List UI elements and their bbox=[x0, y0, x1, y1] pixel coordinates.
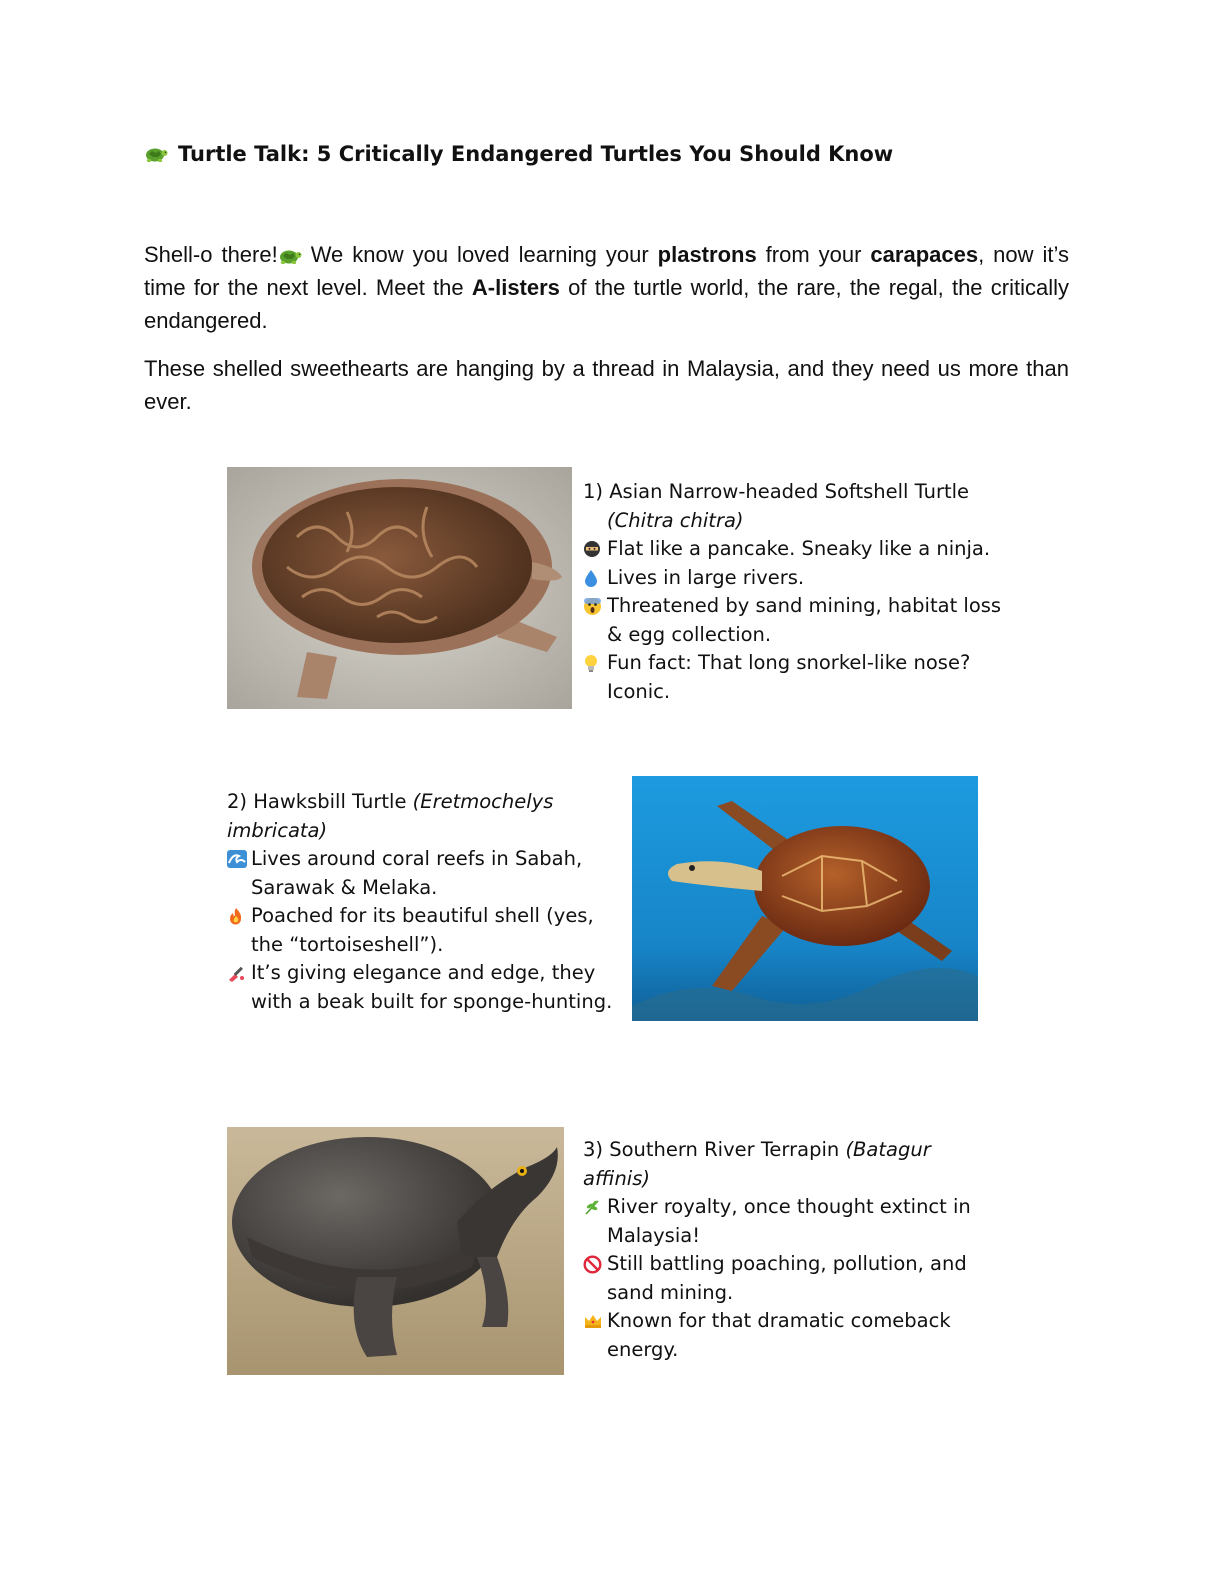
intro-bold-carapaces: carapaces bbox=[870, 242, 979, 267]
fact-row bbox=[583, 1193, 993, 1250]
intro-text: from your bbox=[756, 242, 871, 267]
herb-icon bbox=[583, 1193, 607, 1221]
fact-row bbox=[227, 959, 627, 1016]
fact-text: Lives around coral reefs in Sabah, Sarawak & Melaka. bbox=[251, 847, 583, 899]
turtle-icon bbox=[144, 144, 168, 164]
fire-icon bbox=[227, 902, 251, 930]
fact-row bbox=[583, 592, 1003, 649]
fact-row bbox=[583, 1250, 993, 1307]
crown-icon bbox=[583, 1307, 607, 1335]
turtle-3-scientific-name: (Batagur affinis) bbox=[583, 1138, 931, 1190]
fact-row bbox=[583, 535, 1003, 564]
nail-polish-icon bbox=[227, 959, 251, 987]
turtle-1-heading: 1) Asian Narrow-headed Softshell Turtle bbox=[583, 480, 970, 503]
fact-text: Fun fact: That long snorkel-like nose? Iconic. bbox=[607, 651, 971, 703]
fact-row bbox=[583, 1307, 993, 1364]
intro-text: , now it’s time for the next level. Meet the bbox=[144, 242, 1069, 300]
intro-paragraph bbox=[144, 238, 1069, 337]
ninja-icon bbox=[583, 535, 607, 563]
fact-row bbox=[227, 845, 627, 902]
softshell-turtle-photo bbox=[227, 467, 572, 709]
fact-text: It’s giving elegance and edge, they with a beak built for sponge-hunting. bbox=[251, 961, 613, 1013]
page-title bbox=[144, 142, 1084, 166]
intro-bold-a-listers: A-listers bbox=[471, 275, 560, 300]
fact-text: Known for that dramatic comeback energy. bbox=[607, 1309, 951, 1361]
screaming-face-icon bbox=[583, 592, 607, 620]
intro-greeting: Shell-o there! bbox=[144, 242, 278, 267]
turtle-3-info bbox=[583, 1136, 993, 1364]
fact-text: Lives in large rivers. bbox=[607, 565, 805, 589]
turtle-2-scientific-name: (Eretmochelys imbricata) bbox=[227, 790, 554, 842]
fact-text: Still battling poaching, pollution, and sand mining. bbox=[607, 1252, 967, 1304]
turtle-1-scientific-name: (Chitra chitra) bbox=[607, 508, 744, 532]
intro-text: of the turtle world, the rare, the regal, the critically endangered. bbox=[144, 275, 1069, 333]
turtle-3-heading: 3) Southern River Terrapin bbox=[583, 1138, 840, 1161]
turtle-icon bbox=[278, 246, 302, 266]
fact-row bbox=[227, 902, 627, 959]
turtle-2-heading: 2) Hawksbill Turtle bbox=[227, 790, 407, 813]
lightbulb-icon bbox=[583, 649, 607, 677]
intro-text: We know you loved learning your bbox=[301, 242, 658, 267]
fact-row bbox=[583, 649, 1003, 706]
intro-bold-plastrons: plastrons bbox=[657, 242, 757, 267]
turtle-2-info bbox=[227, 788, 627, 1016]
title-text: Turtle Talk: 5 Critically Endangered Turtles You Should Know bbox=[178, 142, 894, 166]
fact-row bbox=[583, 564, 1003, 593]
fact-text: Flat like a pancake. Sneaky like a ninja. bbox=[607, 537, 991, 560]
wave-icon bbox=[227, 845, 251, 873]
droplet-icon bbox=[583, 564, 607, 592]
hawksbill-turtle-photo bbox=[632, 776, 978, 1021]
second-paragraph: These shelled sweethearts are hanging by a thread in Malaysia, and they need us more than ever. bbox=[144, 356, 1069, 414]
fact-text: Threatened by sand mining, habitat loss & egg collection. bbox=[607, 594, 1002, 646]
turtle-1-info bbox=[583, 478, 1003, 706]
fact-text: Poached for its beautiful shell (yes, the “tortoiseshell”). bbox=[251, 904, 594, 956]
prohibited-icon bbox=[583, 1250, 607, 1278]
fact-text: River royalty, once thought extinct in Malaysia! bbox=[607, 1195, 971, 1247]
southern-river-terrapin-photo bbox=[227, 1127, 564, 1375]
